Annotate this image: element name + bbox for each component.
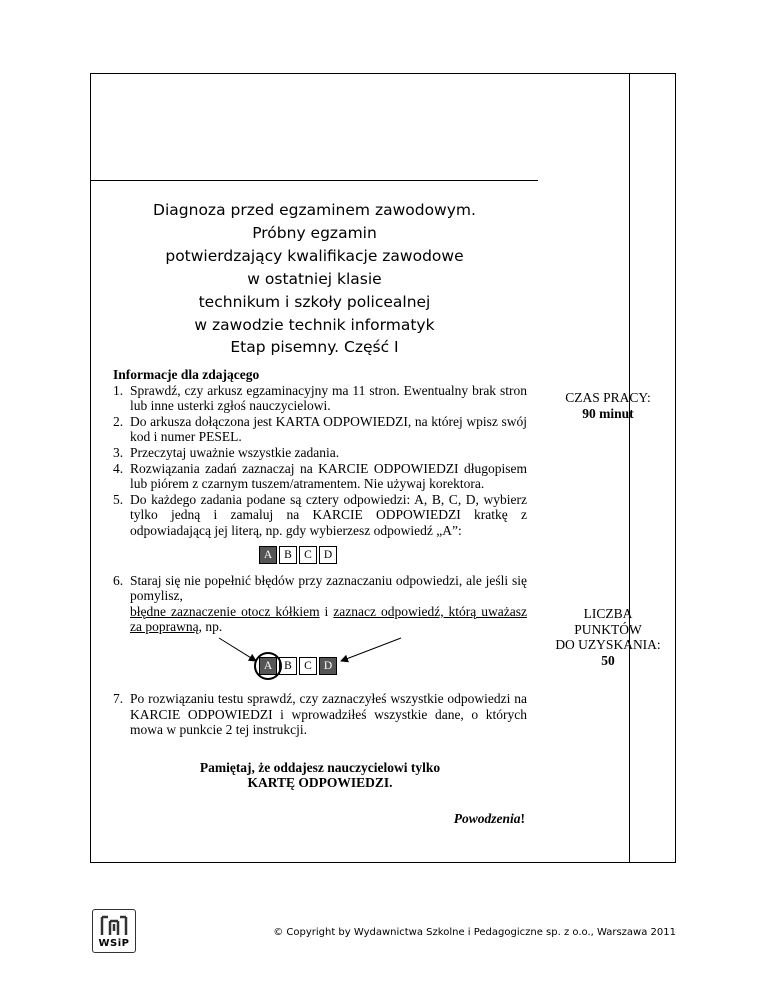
reminder-line: Pamiętaj, że oddajesz nauczycielowi tylko bbox=[199, 759, 441, 775]
answer-box-d: D bbox=[319, 546, 337, 564]
wsip-logo bbox=[92, 909, 136, 953]
title-line: potwierdzający kwalifikacje zawodowe bbox=[165, 247, 464, 265]
max-points-value: 50 bbox=[601, 652, 615, 668]
answer-box-d: D bbox=[319, 657, 337, 675]
answer-box-b: B bbox=[279, 657, 297, 675]
correction-circle bbox=[254, 652, 282, 680]
instruction-item bbox=[113, 414, 527, 445]
item-text-underlined: zaznacz odpowiedź, którą uważasz za poprawną bbox=[130, 603, 527, 635]
reminder bbox=[113, 760, 527, 791]
max-points bbox=[540, 606, 676, 668]
max-points-label: DO UZYSKANIA: bbox=[555, 637, 661, 653]
item-text: , np. bbox=[198, 619, 223, 635]
answer-box-a: A bbox=[259, 546, 277, 564]
item-number: 4. bbox=[113, 460, 124, 476]
title-line: Próbny egzamin bbox=[252, 224, 377, 242]
exam-cover-frame bbox=[90, 73, 676, 863]
work-time-value: 90 minut bbox=[582, 405, 634, 421]
instruction-item bbox=[113, 573, 527, 635]
item-text-underlined: błędne zaznaczenie otocz kółkiem bbox=[130, 603, 320, 619]
book-icon bbox=[93, 913, 135, 939]
item-number: 6. bbox=[113, 572, 124, 588]
answer-box-a: A bbox=[259, 657, 277, 675]
item-text: Po rozwiązaniu testu sprawdź, czy zaznaczyłeś wszystkie odpowiedzi na KARCIE ODPOWIEDZI i wprowadziłeś wszystkie dane, o których mowa w punkcie 2 tej instrukcji. bbox=[130, 690, 527, 738]
item-number: 2. bbox=[113, 413, 124, 429]
instructions bbox=[113, 367, 527, 826]
instruction-item bbox=[113, 492, 527, 539]
item-number: 1. bbox=[113, 382, 124, 398]
instruction-item bbox=[113, 461, 527, 492]
item-text: Do arkusza dołączona jest KARTA ODPOWIEDZI, na której wpisz swój kod i numer PESEL. bbox=[130, 413, 527, 445]
item-text: Rozwiązania zadań zaznaczaj na KARCIE ODPOWIEDZI długopisem lub piórem z czarnym tuszem/atramentem. Nie używaj korektora. bbox=[130, 460, 527, 492]
vertical-divider bbox=[629, 74, 630, 862]
good-luck-mark: ! bbox=[520, 810, 525, 826]
title-line: w zawodzie technik informatyk bbox=[194, 316, 435, 334]
instruction-item bbox=[113, 383, 527, 414]
item-text: i bbox=[319, 603, 334, 619]
max-points-label: LICZBA bbox=[583, 606, 633, 621]
horizontal-divider bbox=[91, 180, 538, 181]
instructions-heading: Informacje dla zdającego bbox=[113, 367, 260, 382]
exam-title bbox=[91, 199, 538, 337]
good-luck-word: Powodzenia bbox=[453, 810, 521, 826]
item-number: 5. bbox=[113, 491, 124, 507]
item-number: 3. bbox=[113, 444, 124, 460]
item-text: Przeczytaj uważnie wszystkie zadania. bbox=[130, 444, 340, 460]
item-text: Do każdego zadania podane są cztery odpowiedzi: A, B, C, D, wybierz tylko jedną i zamaluj na KARCIE ODPOWIEDZI kratkę z odpowiadającą jej literą, np. gdy wybierzesz odpowiedź „A”: bbox=[130, 491, 527, 538]
answer-example-2 bbox=[113, 635, 527, 681]
answer-box-c: C bbox=[299, 546, 317, 564]
answer-box-b: B bbox=[279, 546, 297, 564]
copyright-notice: © Copyright by Wydawnictwa Szkolne i Pedagogiczne sp. z o.o., Warszawa 2011 bbox=[273, 927, 676, 938]
title-line: technikum i szkoły policealnej bbox=[198, 293, 431, 311]
work-time-label: CZAS PRACY: bbox=[565, 390, 651, 405]
work-time bbox=[540, 390, 676, 421]
title-line: Diagnoza przed egzaminem zawodowym. bbox=[153, 201, 476, 219]
instruction-item bbox=[113, 445, 527, 461]
item-number: 7. bbox=[113, 690, 124, 706]
good-luck bbox=[113, 811, 527, 827]
title-line: w ostatniej klasie bbox=[247, 270, 382, 288]
instruction-item bbox=[113, 691, 527, 738]
item-text: Staraj się nie popełnić błędów przy zaznaczaniu odpowiedzi, ale jeśli się pomylisz, bbox=[130, 572, 527, 604]
item-text: Sprawdź, czy arkusz egzaminacyjny ma 11 stron. Ewentualny brak stron lub inne usterki zgłoś nauczycielowi. bbox=[130, 382, 527, 414]
logo-text: WSiP bbox=[98, 938, 130, 949]
reminder-line: KARTĘ ODPOWIEDZI. bbox=[247, 775, 393, 791]
answer-example-1 bbox=[113, 539, 527, 569]
max-points-label: PUNKTÓW bbox=[574, 621, 642, 637]
answer-box-c: C bbox=[299, 657, 317, 675]
exam-stage: Etap pisemny. Część I bbox=[230, 338, 399, 356]
